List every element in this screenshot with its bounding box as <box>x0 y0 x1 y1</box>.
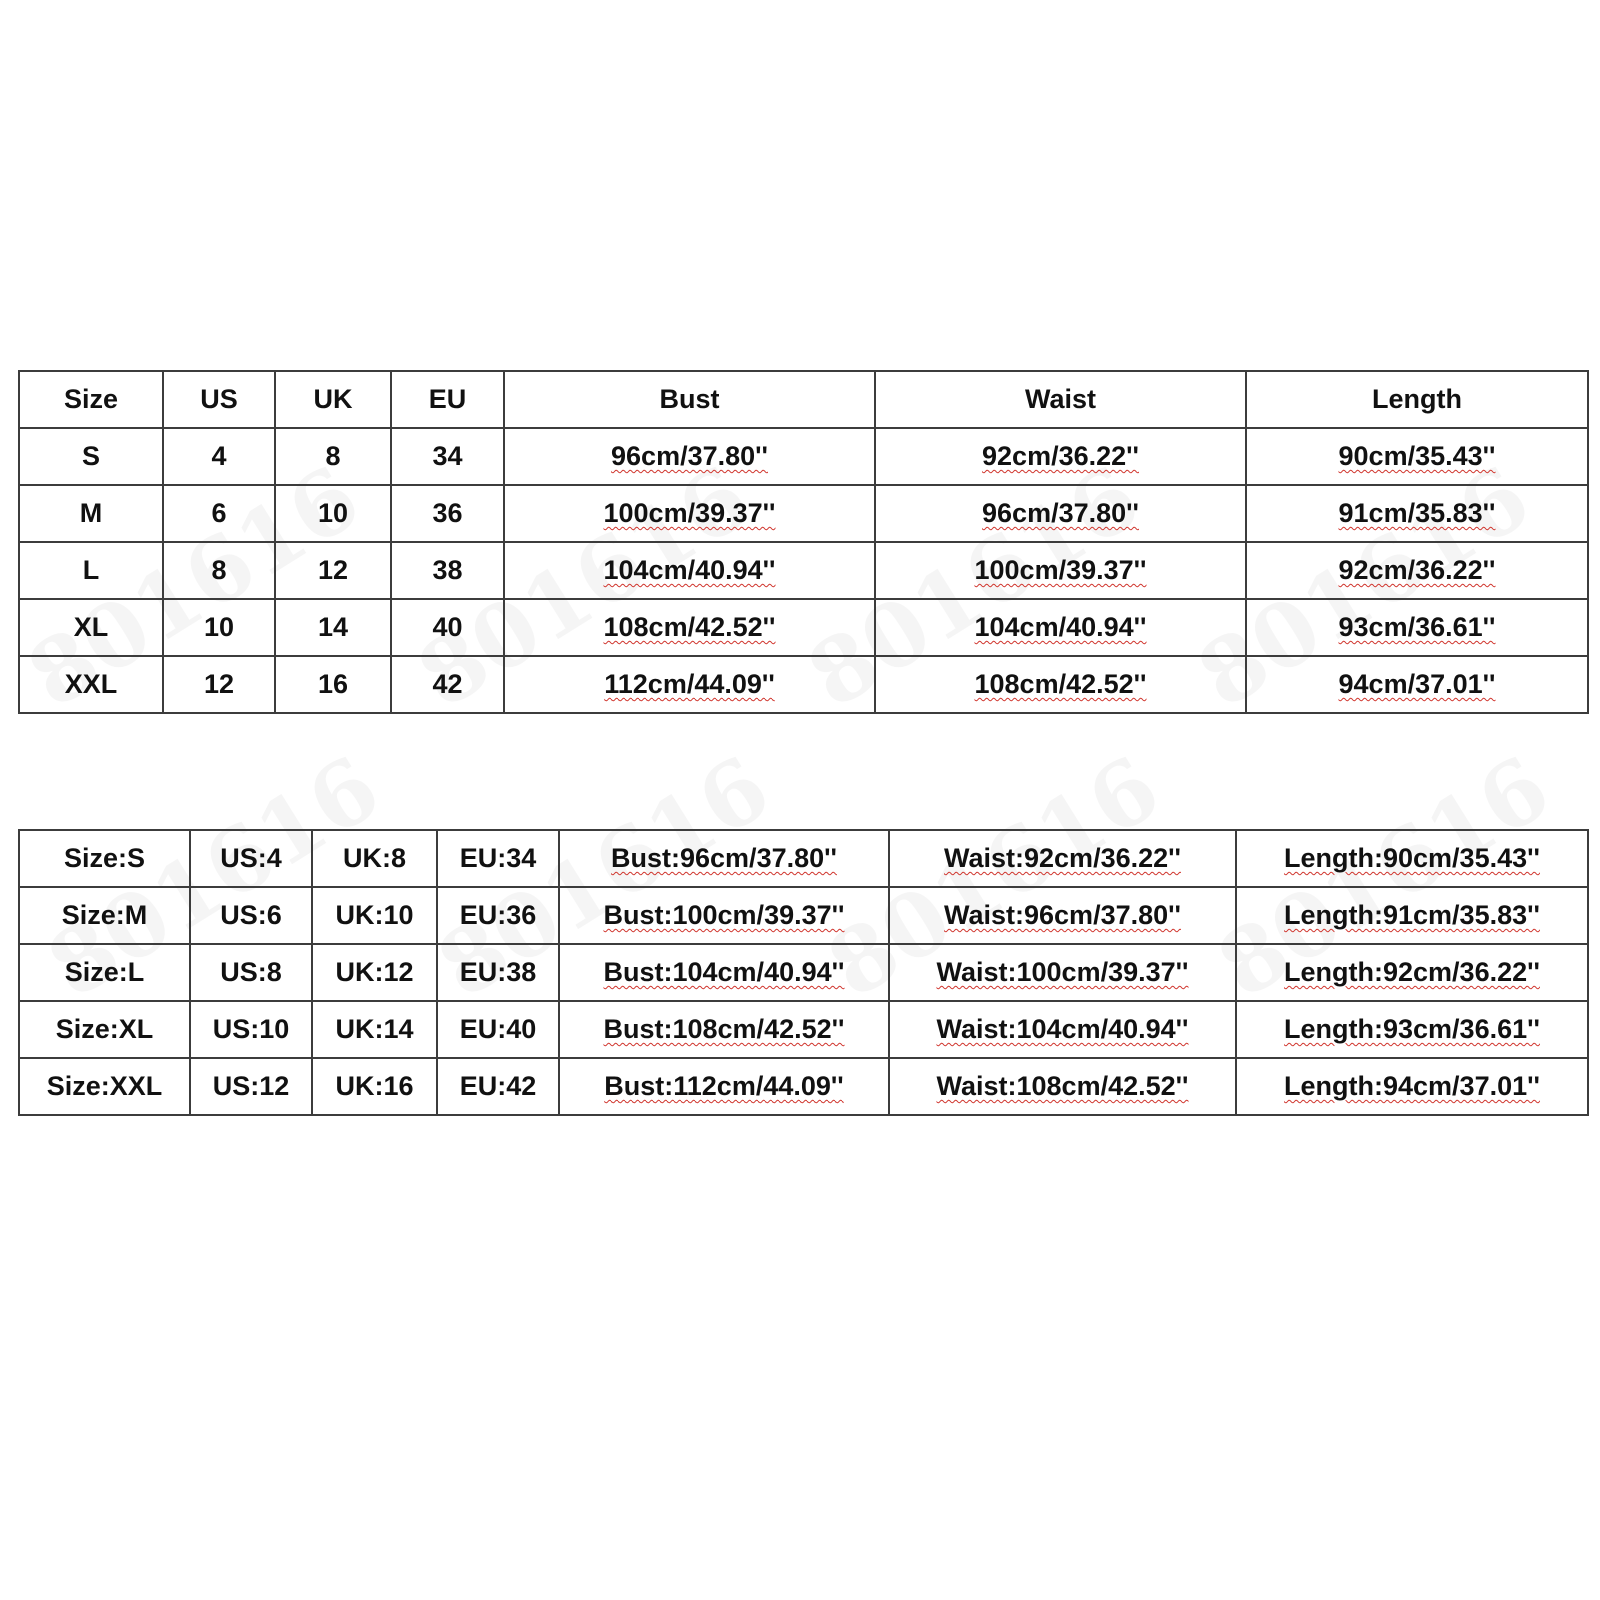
bust-cell <box>559 830 889 887</box>
waist-value: Waist:96cm/37.80'' <box>944 900 1181 930</box>
size-cell: L <box>19 542 163 599</box>
uk-cell: 16 <box>275 656 391 713</box>
table-row <box>19 485 1588 542</box>
bust-value: 104cm/40.94'' <box>603 555 776 585</box>
eu-cell: 38 <box>391 542 504 599</box>
bust-cell <box>504 542 875 599</box>
us-cell: 6 <box>163 485 275 542</box>
waist-value: Waist:100cm/39.37'' <box>936 957 1189 987</box>
length-cell <box>1236 887 1588 944</box>
length-value: 91cm/35.83'' <box>1338 498 1496 528</box>
length-value: 93cm/36.61'' <box>1338 612 1496 642</box>
table-row <box>19 542 1588 599</box>
waist-cell <box>889 1058 1236 1115</box>
us-cell: 12 <box>163 656 275 713</box>
column-header-bust: Bust <box>504 371 875 428</box>
waist-value: 92cm/36.22'' <box>982 441 1139 471</box>
table-row <box>19 656 1588 713</box>
bust-value: 96cm/37.80'' <box>611 441 768 471</box>
size-cell: Size:L <box>19 944 190 1001</box>
length-cell <box>1246 656 1588 713</box>
bust-value: Bust:100cm/39.37'' <box>603 900 845 930</box>
eu-cell: EU:40 <box>437 1001 559 1058</box>
length-cell <box>1236 830 1588 887</box>
uk-cell: 8 <box>275 428 391 485</box>
waist-value: 104cm/40.94'' <box>974 612 1147 642</box>
eu-cell: 34 <box>391 428 504 485</box>
waist-value: 100cm/39.37'' <box>974 555 1147 585</box>
waist-value: Waist:92cm/36.22'' <box>944 843 1181 873</box>
uk-cell: 10 <box>275 485 391 542</box>
table-row <box>19 887 1588 944</box>
column-header-size: Size <box>19 371 163 428</box>
bust-cell <box>559 887 889 944</box>
length-value: Length:91cm/35.83'' <box>1284 900 1540 930</box>
length-cell <box>1236 1001 1588 1058</box>
waist-cell <box>889 887 1236 944</box>
length-value: Length:94cm/37.01'' <box>1284 1071 1540 1101</box>
bust-value: Bust:112cm/44.09'' <box>604 1071 844 1101</box>
waist-cell <box>875 542 1246 599</box>
bust-cell <box>504 599 875 656</box>
waist-value: 96cm/37.80'' <box>982 498 1139 528</box>
size-cell: Size:XL <box>19 1001 190 1058</box>
eu-cell: EU:36 <box>437 887 559 944</box>
size-chart-labeled-table <box>18 829 1589 1116</box>
size-cell: XXL <box>19 656 163 713</box>
uk-cell: UK:8 <box>312 830 437 887</box>
length-value: 90cm/35.43'' <box>1338 441 1496 471</box>
length-cell <box>1246 542 1588 599</box>
size-cell: S <box>19 428 163 485</box>
length-value: Length:93cm/36.61'' <box>1284 1014 1540 1044</box>
waist-value: Waist:108cm/42.52'' <box>936 1071 1189 1101</box>
size-cell: Size:M <box>19 887 190 944</box>
length-cell <box>1246 485 1588 542</box>
table-header-row <box>19 371 1588 428</box>
uk-cell: 12 <box>275 542 391 599</box>
column-header-waist: Waist <box>875 371 1246 428</box>
waist-value: 108cm/42.52'' <box>974 669 1147 699</box>
eu-cell: 40 <box>391 599 504 656</box>
waist-cell <box>875 428 1246 485</box>
table-row <box>19 428 1588 485</box>
waist-cell <box>875 485 1246 542</box>
table-row <box>19 599 1588 656</box>
size-chart-table <box>18 370 1589 714</box>
waist-cell <box>889 944 1236 1001</box>
bust-value: 108cm/42.52'' <box>603 612 776 642</box>
us-cell: 4 <box>163 428 275 485</box>
us-cell: US:4 <box>190 830 312 887</box>
us-cell: 10 <box>163 599 275 656</box>
table-row <box>19 1058 1588 1115</box>
column-header-uk: UK <box>275 371 391 428</box>
us-cell: US:6 <box>190 887 312 944</box>
us-cell: 8 <box>163 542 275 599</box>
bust-cell <box>504 656 875 713</box>
eu-cell: EU:42 <box>437 1058 559 1115</box>
waist-cell <box>875 599 1246 656</box>
length-cell <box>1246 599 1588 656</box>
bust-value: Bust:108cm/42.52'' <box>603 1014 845 1044</box>
bust-cell <box>504 485 875 542</box>
uk-cell: UK:14 <box>312 1001 437 1058</box>
uk-cell: UK:12 <box>312 944 437 1001</box>
table-row <box>19 1001 1588 1058</box>
length-value: 92cm/36.22'' <box>1338 555 1496 585</box>
bust-cell <box>504 428 875 485</box>
length-value: Length:90cm/35.43'' <box>1284 843 1540 873</box>
bust-value: 112cm/44.09'' <box>604 669 775 699</box>
bust-value: Bust:96cm/37.80'' <box>611 843 837 873</box>
uk-cell: 14 <box>275 599 391 656</box>
table-row <box>19 830 1588 887</box>
eu-cell: EU:38 <box>437 944 559 1001</box>
column-header-length: Length <box>1246 371 1588 428</box>
bust-value: 100cm/39.37'' <box>603 498 776 528</box>
bust-cell <box>559 1058 889 1115</box>
bust-cell <box>559 944 889 1001</box>
waist-cell <box>889 830 1236 887</box>
eu-cell: 36 <box>391 485 504 542</box>
column-header-us: US <box>163 371 275 428</box>
us-cell: US:10 <box>190 1001 312 1058</box>
size-cell: M <box>19 485 163 542</box>
table-row <box>19 944 1588 1001</box>
size-cell: Size:S <box>19 830 190 887</box>
eu-cell: 42 <box>391 656 504 713</box>
us-cell: US:8 <box>190 944 312 1001</box>
bust-cell <box>559 1001 889 1058</box>
waist-value: Waist:104cm/40.94'' <box>936 1014 1189 1044</box>
bust-value: Bust:104cm/40.94'' <box>603 957 845 987</box>
eu-cell: EU:34 <box>437 830 559 887</box>
uk-cell: UK:10 <box>312 887 437 944</box>
length-cell <box>1236 1058 1588 1115</box>
length-value: Length:92cm/36.22'' <box>1284 957 1540 987</box>
length-value: 94cm/37.01'' <box>1338 669 1496 699</box>
uk-cell: UK:16 <box>312 1058 437 1115</box>
length-cell <box>1246 428 1588 485</box>
waist-cell <box>889 1001 1236 1058</box>
size-cell: XL <box>19 599 163 656</box>
us-cell: US:12 <box>190 1058 312 1115</box>
length-cell <box>1236 944 1588 1001</box>
column-header-eu: EU <box>391 371 504 428</box>
size-cell: Size:XXL <box>19 1058 190 1115</box>
waist-cell <box>875 656 1246 713</box>
